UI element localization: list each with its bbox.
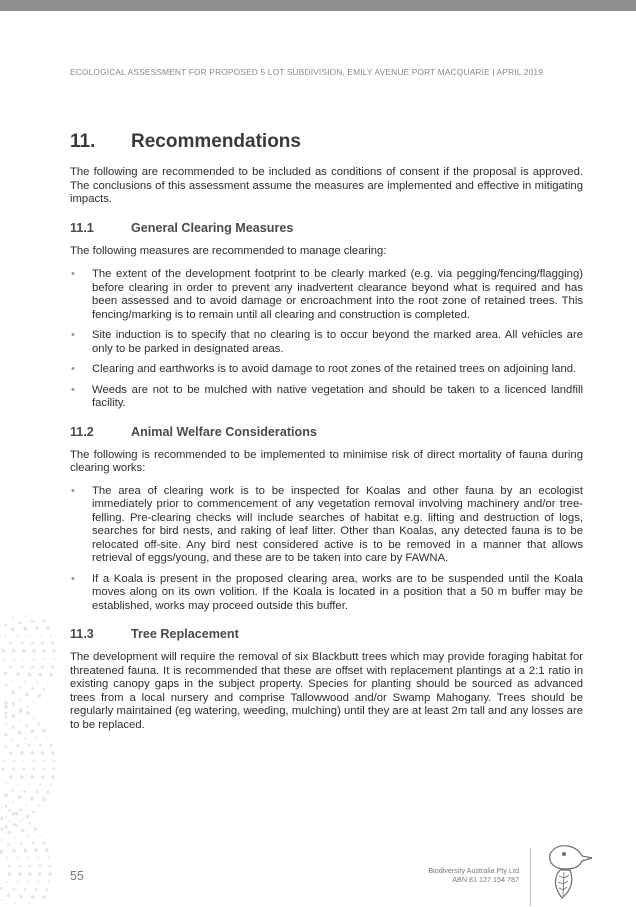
list-item: • Clearing and earthworks is to avoid damage to root zones of the retained trees on adjoining land.	[71, 363, 577, 375]
list-item: • The area of clearing work is to be inspected for Koalas and other fauna by an ecologist immediately prior to commencement of any vegetation removal involving machinery and/or tree-felling. Pre-clearing checks will include searches of habitat e.g. lifting and destruction of logs, searches for bird nests, and raking of leaf litter. Other than Koalas, any detected fauna is to be relocated off-site. Any bird nest considered active is to be removed in a manner that allows retrieval of eggs/young, and these are to be taken into care by FAWNA.	[71, 484, 583, 564]
subsection-title: Animal Welfare Considerations	[131, 424, 317, 439]
running-header: ECOLOGICAL ASSESSMENT FOR PROPOSED 5 LOT SUBDIVISION, EMILY AVENUE PORT MACQUARIE | APRIL 2019	[70, 67, 544, 77]
subsection-intro: The following measures are recommended to manage clearing:	[70, 244, 387, 257]
subsection-intro: The following is recommended to be implemented to minimise risk of direct mortality of fauna during clearing works:	[70, 448, 583, 474]
company-info	[380, 866, 519, 884]
subsection-heading-11-2	[70, 425, 583, 439]
page-number: 55	[70, 869, 84, 883]
bullet-icon: •	[71, 484, 75, 497]
clearing-measures-list	[70, 268, 583, 411]
company-name: Biodiversity Australia Pty Ltd	[428, 866, 519, 875]
bullet-icon: •	[71, 329, 75, 341]
subsection-heading-11-3	[70, 627, 583, 641]
bullet-icon: •	[71, 572, 75, 585]
subsection-title: General Clearing Measures	[131, 220, 294, 235]
footer-divider	[530, 848, 531, 906]
subsection-number: 11.1	[70, 220, 94, 235]
subsection-number: 11.2	[70, 424, 94, 439]
section-heading	[70, 131, 583, 153]
list-item: • Weeds are not to be mulched with native vegetation and should be taken to a licenced landfill facility.	[71, 383, 583, 409]
decorative-dot-pattern	[0, 615, 74, 907]
page-body	[70, 131, 583, 732]
section-number: 11.	[70, 131, 96, 152]
bullet-icon: •	[71, 383, 75, 396]
animal-welfare-list	[70, 485, 583, 614]
bullet-icon: •	[71, 268, 75, 280]
subsection-body: The development will require the removal of six Blackbutt trees which may provide foraging habitat for threatened fauna. It is recommended that these are offset with replacement plantings at a 2:1 ratio in existing canopy gaps in the subject property. Species for planting should be sourced as advanced trees from a local nursery and comprise Tallowwood and/or Swamp Mahogany. Trees should be regularly maintained (eg watering, weeding, mulching) until they are at least 2m tall and any losses are to be replaced.	[70, 651, 583, 731]
subsection-heading-11-1	[70, 221, 583, 235]
kookaburra-leaf-logo-icon	[540, 840, 594, 900]
section-title: Recommendations	[131, 131, 301, 152]
list-item: • The extent of the development footprint to be clearly marked (e.g. via pegging/fencing/flagging) before clearing in order to prevent any inadvertent clearance beyond what is required and has been assessed and to avoid damage or encroachment into the root zone of retained trees. This fencing/marking is to remain until all clearing and construction is completed.	[71, 268, 583, 321]
list-item: • If a Koala is present in the proposed clearing area, works are to be suspended until the Koala moves along on its own volition. If the Koala is located in a position that a 50 m buffer may be established, works may proceed outside this buffer.	[71, 572, 583, 612]
subsection-number: 11.3	[70, 627, 94, 641]
subsection-title: Tree Replacement	[131, 627, 239, 641]
list-item: • Site induction is to specify that no clearing is to occur beyond the marked area. All vehicles are only to be parked in designated areas.	[71, 329, 583, 355]
company-abn: ABN 81 127 154 787	[452, 875, 519, 884]
section-intro: The following are recommended to be included as conditions of consent if the proposal is approved. The conclusions of this assessment assume the measures are implemented and effective in mitigating impacts.	[70, 166, 583, 205]
top-band	[0, 0, 636, 11]
bullet-icon: •	[71, 363, 75, 375]
